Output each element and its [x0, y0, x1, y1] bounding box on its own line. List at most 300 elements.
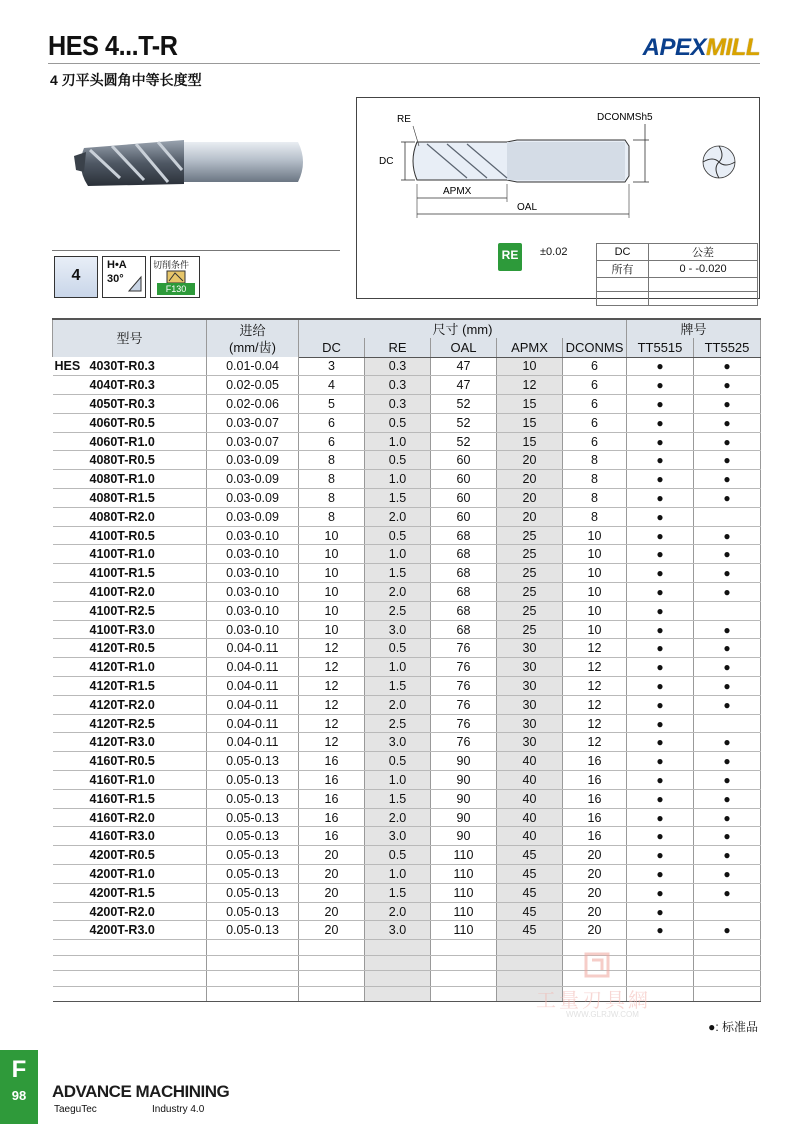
apmx-cell: 25: [497, 564, 563, 583]
svg-text:APMX: APMX: [443, 186, 472, 197]
dconms-cell: 8: [563, 451, 627, 470]
feed-cell: 0.05-0.13: [207, 921, 299, 940]
table-row: [53, 827, 761, 846]
apmx-cell: 20: [497, 470, 563, 489]
g1-cell: ●: [627, 526, 694, 545]
apmx-cell: 25: [497, 601, 563, 620]
g1-cell: ●: [627, 545, 694, 564]
apmx-cell: 15: [497, 432, 563, 451]
table-row: [53, 376, 761, 395]
apmx-cell: 40: [497, 808, 563, 827]
apmx-cell: 30: [497, 658, 563, 677]
g2-cell: ●: [694, 545, 761, 564]
dc-cell: 12: [299, 695, 365, 714]
apmx-cell: 25: [497, 526, 563, 545]
table-row: [53, 695, 761, 714]
apmx-cell: 45: [497, 902, 563, 921]
dconms-cell: 12: [563, 677, 627, 696]
re-cell: 3.0: [365, 921, 431, 940]
svg-text:RE: RE: [397, 114, 411, 125]
g2-cell: [694, 507, 761, 526]
g2-cell: ●: [694, 865, 761, 884]
oal-cell: 68: [431, 601, 497, 620]
model-cell: 4050T-R0.3: [53, 395, 207, 414]
oal-cell: 90: [431, 808, 497, 827]
model-cell: 4120T-R2.5: [53, 714, 207, 733]
dc-cell: 12: [299, 733, 365, 752]
model-cell: 4100T-R3.0: [53, 620, 207, 639]
re-cell: 1.0: [365, 865, 431, 884]
re-cell: 3.0: [365, 733, 431, 752]
re-cell: 1.5: [365, 489, 431, 508]
re-cell: 2.0: [365, 583, 431, 602]
re-cell: 1.0: [365, 545, 431, 564]
oal-cell: 90: [431, 827, 497, 846]
g2-cell: ●: [694, 695, 761, 714]
model-cell: 4120T-R3.0: [53, 733, 207, 752]
table-row: [53, 564, 761, 583]
oal-cell: 60: [431, 470, 497, 489]
model-cell: 4160T-R1.0: [53, 771, 207, 790]
brand-logo: ADVANCE MACHINING TaeguTec Industry 4.0: [52, 1082, 230, 1115]
apmx-cell: 45: [497, 865, 563, 884]
dc-cell: 16: [299, 771, 365, 790]
g1-cell: ●: [627, 432, 694, 451]
oal-cell: 110: [431, 846, 497, 865]
feed-cell: 0.04-0.11: [207, 714, 299, 733]
model-cell: 4040T-R0.3: [53, 376, 207, 395]
oal-cell: 68: [431, 620, 497, 639]
oal-cell: 110: [431, 902, 497, 921]
table-row: [53, 865, 761, 884]
model-cell: 4200T-R1.0: [53, 865, 207, 884]
apmx-cell: 40: [497, 771, 563, 790]
feed-cell: 0.05-0.13: [207, 789, 299, 808]
feed-cell: 0.03-0.07: [207, 413, 299, 432]
g2-cell: ●: [694, 451, 761, 470]
g2-cell: ●: [694, 413, 761, 432]
model-cell: 4100T-R2.0: [53, 583, 207, 602]
g2-cell: ●: [694, 921, 761, 940]
header-model: 型号: [53, 319, 207, 357]
dc-cell: 6: [299, 432, 365, 451]
model-cell: 4120T-R1.5: [53, 677, 207, 696]
oal-cell: 76: [431, 677, 497, 696]
dconms-cell: 16: [563, 827, 627, 846]
feed-cell: 0.05-0.13: [207, 827, 299, 846]
dconms-cell: 12: [563, 733, 627, 752]
watermark: 工量刃具網 WWW.GLRJW.COM: [536, 950, 676, 1020]
dc-cell: 8: [299, 489, 365, 508]
oal-cell: 60: [431, 451, 497, 470]
dc-cell: 20: [299, 846, 365, 865]
tolerance-table: [596, 243, 758, 306]
re-cell: 0.5: [365, 846, 431, 865]
g1-cell: ●: [627, 714, 694, 733]
dconms-cell: 6: [563, 432, 627, 451]
header-dimensions: 尺寸 (mm): [299, 319, 627, 338]
g2-cell: ●: [694, 658, 761, 677]
feed-cell: 0.03-0.07: [207, 432, 299, 451]
g2-cell: ●: [694, 733, 761, 752]
dc-cell: 12: [299, 714, 365, 733]
re-cell: 3.0: [365, 620, 431, 639]
apmx-cell: 40: [497, 752, 563, 771]
dc-cell: 8: [299, 507, 365, 526]
dconms-cell: 16: [563, 771, 627, 790]
svg-text:DCONMSh5: DCONMSh5: [597, 112, 653, 123]
table-row: [53, 658, 761, 677]
dconms-cell: 16: [563, 789, 627, 808]
dc-cell: 10: [299, 526, 365, 545]
header-dconms: DCONMS: [563, 338, 627, 357]
cutting-condition-icon: 切削条件 F130: [150, 256, 200, 298]
g1-cell: ●: [627, 564, 694, 583]
g1-cell: ●: [627, 620, 694, 639]
dc-cell: 12: [299, 658, 365, 677]
helix-angle-icon: H•A 30°: [102, 256, 146, 298]
page-number: 98: [11, 1088, 27, 1103]
oal-cell: 90: [431, 789, 497, 808]
g2-cell: ●: [694, 771, 761, 790]
g1-cell: ●: [627, 658, 694, 677]
dconms-cell: 10: [563, 620, 627, 639]
header-tt5525: TT5525: [694, 338, 761, 357]
re-cell: 1.0: [365, 432, 431, 451]
model-cell: 4200T-R2.0: [53, 902, 207, 921]
g1-cell: ●: [627, 752, 694, 771]
g1-cell: ●: [627, 808, 694, 827]
dc-cell: 10: [299, 545, 365, 564]
tolerance-row-label: 所有: [597, 261, 649, 278]
re-cell: 1.5: [365, 677, 431, 696]
model-cell: 4060T-R0.5: [53, 413, 207, 432]
g1-cell: ●: [627, 883, 694, 902]
dc-cell: 6: [299, 413, 365, 432]
g2-cell: ●: [694, 639, 761, 658]
oal-cell: 47: [431, 376, 497, 395]
oal-cell: 110: [431, 865, 497, 884]
dc-cell: 10: [299, 583, 365, 602]
table-row: [53, 752, 761, 771]
oal-cell: 76: [431, 695, 497, 714]
dconms-cell: 10: [563, 601, 627, 620]
oal-cell: 60: [431, 489, 497, 508]
dc-cell: 10: [299, 620, 365, 639]
re-tolerance-value: ±0.02: [540, 246, 568, 258]
g2-cell: ●: [694, 883, 761, 902]
re-cell: 1.5: [365, 789, 431, 808]
table-row: [53, 432, 761, 451]
dconms-cell: 6: [563, 376, 627, 395]
g2-cell: [694, 714, 761, 733]
re-cell: 2.5: [365, 714, 431, 733]
g1-cell: ●: [627, 695, 694, 714]
g2-cell: ●: [694, 752, 761, 771]
dconms-cell: 12: [563, 658, 627, 677]
model-cell: 4100T-R0.5: [53, 526, 207, 545]
apmx-cell: 30: [497, 714, 563, 733]
g2-cell: ●: [694, 583, 761, 602]
g1-cell: ●: [627, 601, 694, 620]
table-row: [53, 507, 761, 526]
feed-cell: 0.05-0.13: [207, 771, 299, 790]
g1-cell: ●: [627, 902, 694, 921]
feed-cell: 0.02-0.05: [207, 376, 299, 395]
page-subtitle: 4 刃平头圆角中等长度型: [50, 72, 202, 88]
g1-cell: ●: [627, 489, 694, 508]
apexmill-logo: APEXMILL: [642, 34, 760, 61]
dconms-cell: 12: [563, 639, 627, 658]
dconms-cell: 20: [563, 902, 627, 921]
oal-cell: 90: [431, 771, 497, 790]
model-cell: 4200T-R0.5: [53, 846, 207, 865]
model-cell: 4080T-R0.5: [53, 451, 207, 470]
model-cell: 4100T-R1.5: [53, 564, 207, 583]
header-re: RE: [365, 338, 431, 357]
svg-text:OAL: OAL: [517, 202, 538, 213]
apmx-cell: 15: [497, 395, 563, 414]
g2-cell: ●: [694, 395, 761, 414]
svg-text:DC: DC: [379, 156, 394, 167]
model-cell: 4160T-R2.0: [53, 808, 207, 827]
feed-cell: 0.03-0.09: [207, 451, 299, 470]
g1-cell: ●: [627, 733, 694, 752]
dconms-cell: 20: [563, 846, 627, 865]
dc-cell: 20: [299, 883, 365, 902]
feed-cell: 0.03-0.10: [207, 601, 299, 620]
flute-count-icon: 4: [54, 256, 98, 298]
g2-cell: ●: [694, 357, 761, 376]
re-cell: 0.5: [365, 451, 431, 470]
re-cell: 3.0: [365, 827, 431, 846]
feed-cell: 0.05-0.13: [207, 752, 299, 771]
g2-cell: ●: [694, 789, 761, 808]
model-cell: 4200T-R1.5: [53, 883, 207, 902]
re-cell: 1.0: [365, 470, 431, 489]
table-row: [53, 583, 761, 602]
oal-cell: 76: [431, 658, 497, 677]
g2-cell: ●: [694, 620, 761, 639]
g2-cell: ●: [694, 846, 761, 865]
oal-cell: 60: [431, 507, 497, 526]
feed-cell: 0.04-0.11: [207, 639, 299, 658]
oal-cell: 76: [431, 639, 497, 658]
g1-cell: ●: [627, 583, 694, 602]
table-row: [53, 357, 761, 376]
apmx-cell: 20: [497, 451, 563, 470]
feed-cell: 0.03-0.10: [207, 545, 299, 564]
g1-cell: ●: [627, 470, 694, 489]
table-row: [53, 846, 761, 865]
re-cell: 1.0: [365, 658, 431, 677]
dconms-cell: 10: [563, 545, 627, 564]
header-apmx: APMX: [497, 338, 563, 357]
table-row: [53, 451, 761, 470]
table-row: [53, 714, 761, 733]
header-grades: 牌号: [627, 319, 761, 338]
oal-cell: 52: [431, 395, 497, 414]
model-cell: 4160T-R0.5: [53, 752, 207, 771]
model-cell: 4100T-R2.5: [53, 601, 207, 620]
re-cell: 2.5: [365, 601, 431, 620]
dconms-cell: 12: [563, 695, 627, 714]
apmx-cell: 12: [497, 376, 563, 395]
re-cell: 2.0: [365, 902, 431, 921]
apmx-cell: 30: [497, 733, 563, 752]
model-cell: HES 4030T-R0.3: [53, 357, 207, 376]
feed-cell: 0.05-0.13: [207, 883, 299, 902]
g1-cell: ●: [627, 395, 694, 414]
oal-cell: 110: [431, 883, 497, 902]
g1-cell: ●: [627, 771, 694, 790]
feed-cell: 0.05-0.13: [207, 902, 299, 921]
oal-cell: 110: [431, 921, 497, 940]
legend-standard: ●: 标准品: [708, 1020, 758, 1034]
oal-cell: 76: [431, 733, 497, 752]
dconms-cell: 6: [563, 357, 627, 376]
g2-cell: ●: [694, 376, 761, 395]
model-cell: 4080T-R2.0: [53, 507, 207, 526]
tolerance-row-value: 0 - -0.020: [649, 261, 758, 278]
re-cell: 2.0: [365, 507, 431, 526]
table-row: [53, 771, 761, 790]
table-row: [53, 921, 761, 940]
apmx-cell: 45: [497, 921, 563, 940]
dc-cell: 16: [299, 808, 365, 827]
feed-cell: 0.02-0.06: [207, 395, 299, 414]
apmx-cell: 15: [497, 413, 563, 432]
apmx-cell: 30: [497, 639, 563, 658]
re-tolerance-badge: RE: [498, 243, 522, 271]
model-cell: 4160T-R1.5: [53, 789, 207, 808]
dc-cell: 12: [299, 639, 365, 658]
apmx-cell: 30: [497, 695, 563, 714]
dconms-cell: 8: [563, 470, 627, 489]
dc-cell: 5: [299, 395, 365, 414]
title-divider: [48, 63, 760, 64]
section-tab: F 98: [0, 1050, 38, 1124]
g1-cell: ●: [627, 789, 694, 808]
dc-cell: 8: [299, 470, 365, 489]
model-cell: 4160T-R3.0: [53, 827, 207, 846]
g1-cell: ●: [627, 357, 694, 376]
g2-cell: ●: [694, 827, 761, 846]
table-row: [53, 733, 761, 752]
dconms-cell: 8: [563, 507, 627, 526]
page-title: HES 4...T-R: [48, 30, 178, 61]
apmx-cell: 45: [497, 883, 563, 902]
table-row: [53, 526, 761, 545]
model-cell: 4100T-R1.0: [53, 545, 207, 564]
table-row: [53, 395, 761, 414]
model-cell: 4120T-R1.0: [53, 658, 207, 677]
oal-cell: 68: [431, 545, 497, 564]
g2-cell: ●: [694, 432, 761, 451]
re-cell: 0.5: [365, 413, 431, 432]
re-cell: 2.0: [365, 695, 431, 714]
g1-cell: ●: [627, 827, 694, 846]
model-cell: 4200T-R3.0: [53, 921, 207, 940]
dc-cell: 3: [299, 357, 365, 376]
feed-cell: 0.03-0.10: [207, 564, 299, 583]
feed-cell: 0.01-0.04: [207, 357, 299, 376]
g2-cell: ●: [694, 526, 761, 545]
g1-cell: ●: [627, 921, 694, 940]
g2-cell: ●: [694, 489, 761, 508]
dconms-cell: 10: [563, 526, 627, 545]
g2-cell: [694, 601, 761, 620]
dconms-cell: 20: [563, 865, 627, 884]
table-row: [53, 902, 761, 921]
dconms-cell: 6: [563, 395, 627, 414]
g1-cell: ●: [627, 865, 694, 884]
spec-table: [52, 318, 761, 1002]
g1-cell: ●: [627, 846, 694, 865]
dc-cell: 20: [299, 921, 365, 940]
re-cell: 2.0: [365, 808, 431, 827]
tolerance-col-tol: 公差: [649, 244, 758, 261]
re-cell: 1.5: [365, 564, 431, 583]
dc-cell: 8: [299, 451, 365, 470]
apmx-cell: 30: [497, 677, 563, 696]
re-cell: 0.3: [365, 357, 431, 376]
dc-cell: 4: [299, 376, 365, 395]
re-cell: 1.0: [365, 771, 431, 790]
re-cell: 0.3: [365, 376, 431, 395]
table-row: [53, 545, 761, 564]
header-oal: OAL: [431, 338, 497, 357]
table-row: [53, 789, 761, 808]
model-cell: 4060T-R1.0: [53, 432, 207, 451]
dconms-cell: 20: [563, 883, 627, 902]
dconms-cell: 10: [563, 564, 627, 583]
feed-cell: 0.03-0.09: [207, 489, 299, 508]
table-row: [53, 639, 761, 658]
g1-cell: ●: [627, 376, 694, 395]
feed-cell: 0.03-0.10: [207, 583, 299, 602]
model-cell: 4080T-R1.5: [53, 489, 207, 508]
oal-cell: 68: [431, 526, 497, 545]
apmx-cell: 20: [497, 507, 563, 526]
oal-cell: 90: [431, 752, 497, 771]
g1-cell: ●: [627, 677, 694, 696]
apmx-cell: 40: [497, 789, 563, 808]
dc-cell: 20: [299, 865, 365, 884]
g2-cell: ●: [694, 564, 761, 583]
feed-cell: 0.05-0.13: [207, 865, 299, 884]
dc-cell: 10: [299, 601, 365, 620]
feed-cell: 0.03-0.09: [207, 470, 299, 489]
g2-cell: ●: [694, 808, 761, 827]
dconms-cell: 6: [563, 413, 627, 432]
oal-cell: 47: [431, 357, 497, 376]
dconms-cell: 20: [563, 921, 627, 940]
feed-cell: 0.04-0.11: [207, 695, 299, 714]
table-row: [53, 601, 761, 620]
dc-cell: 10: [299, 564, 365, 583]
oal-cell: 52: [431, 432, 497, 451]
g1-cell: ●: [627, 639, 694, 658]
feed-cell: 0.05-0.13: [207, 846, 299, 865]
feed-cell: 0.04-0.11: [207, 677, 299, 696]
apmx-cell: 25: [497, 583, 563, 602]
feed-cell: 0.03-0.10: [207, 526, 299, 545]
table-row: [53, 489, 761, 508]
tolerance-col-dc: DC: [597, 244, 649, 261]
icons-divider: [52, 250, 340, 251]
feed-cell: 0.05-0.13: [207, 808, 299, 827]
